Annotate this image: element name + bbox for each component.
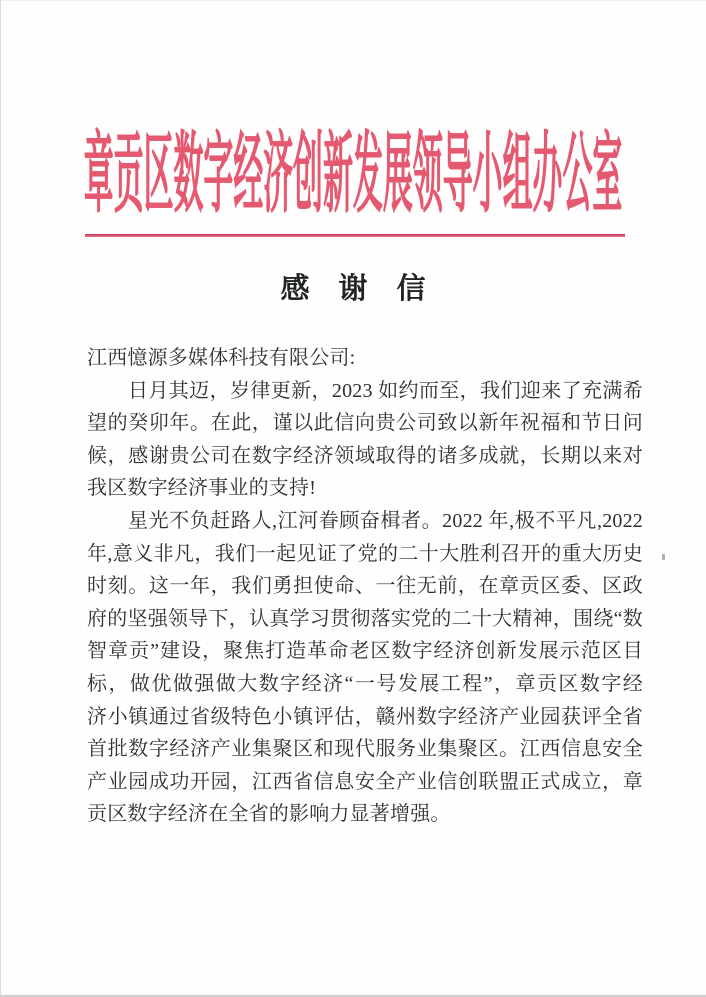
- body-line: 星光不负赶路人,江河眷顾奋楫者。2022 年,极不平凡,2022: [128, 509, 643, 532]
- letter-title: 感 谢 信: [280, 273, 426, 305]
- body-line: 我区数字经济事业的支持!: [87, 477, 317, 500]
- body-line: 望的癸卯年。在此，谨以此信向贵公司致以新年祝福和节日问: [87, 412, 643, 435]
- letterhead-office-name: 章贡区数字经济创新发展领导小组办公室: [83, 127, 623, 224]
- letterhead-divider-rule: [85, 234, 625, 237]
- body-line: 智章贡”建设，聚焦打造革命老区数字经济创新发展示范区目: [87, 640, 643, 663]
- body-line: 日月其迈，岁律更新，2023 如约而至，我们迎来了充满希: [128, 379, 643, 402]
- paragraph: [87, 505, 643, 831]
- scan-speck-artifact: [662, 554, 665, 560]
- body-line: 年,意义非凡，我们一起见证了党的二十大胜利召开的重大历史: [87, 542, 643, 565]
- letterhead-banner: [0, 127, 706, 224]
- paragraph: [87, 375, 643, 505]
- body-line: 首批数字经济产业集聚区和现代服务业集聚区。江西信息安全: [87, 738, 643, 761]
- body-line: 产业园成功开园，江西省信息安全产业信创联盟正式成立，章: [87, 770, 643, 793]
- body-line: 贡区数字经济在全省的影响力显著增强。: [87, 803, 451, 826]
- body-line: 标，做优做强做大数字经济“一号发展工程”，章贡区数字经: [87, 672, 643, 695]
- paragraphs-container: [87, 375, 643, 831]
- body-line: 时刻。这一年，我们勇担使命、一往无前，在章贡区委、区政: [87, 575, 643, 598]
- body-line: 府的坚强领导下，认真学习贯彻落实党的二十大精神，围绕“数: [87, 607, 643, 630]
- body-line: 济小镇通过省级特色小镇评估，赣州数字经济产业园获评全省: [87, 705, 643, 728]
- page-edge-top: [0, 0, 706, 1]
- salutation: 江西憶源多媒体科技有限公司:: [87, 347, 356, 369]
- letter-body: [87, 342, 643, 831]
- body-line: 候，感谢贵公司在数字经济领域取得的诸多成就，长期以来对: [87, 444, 643, 467]
